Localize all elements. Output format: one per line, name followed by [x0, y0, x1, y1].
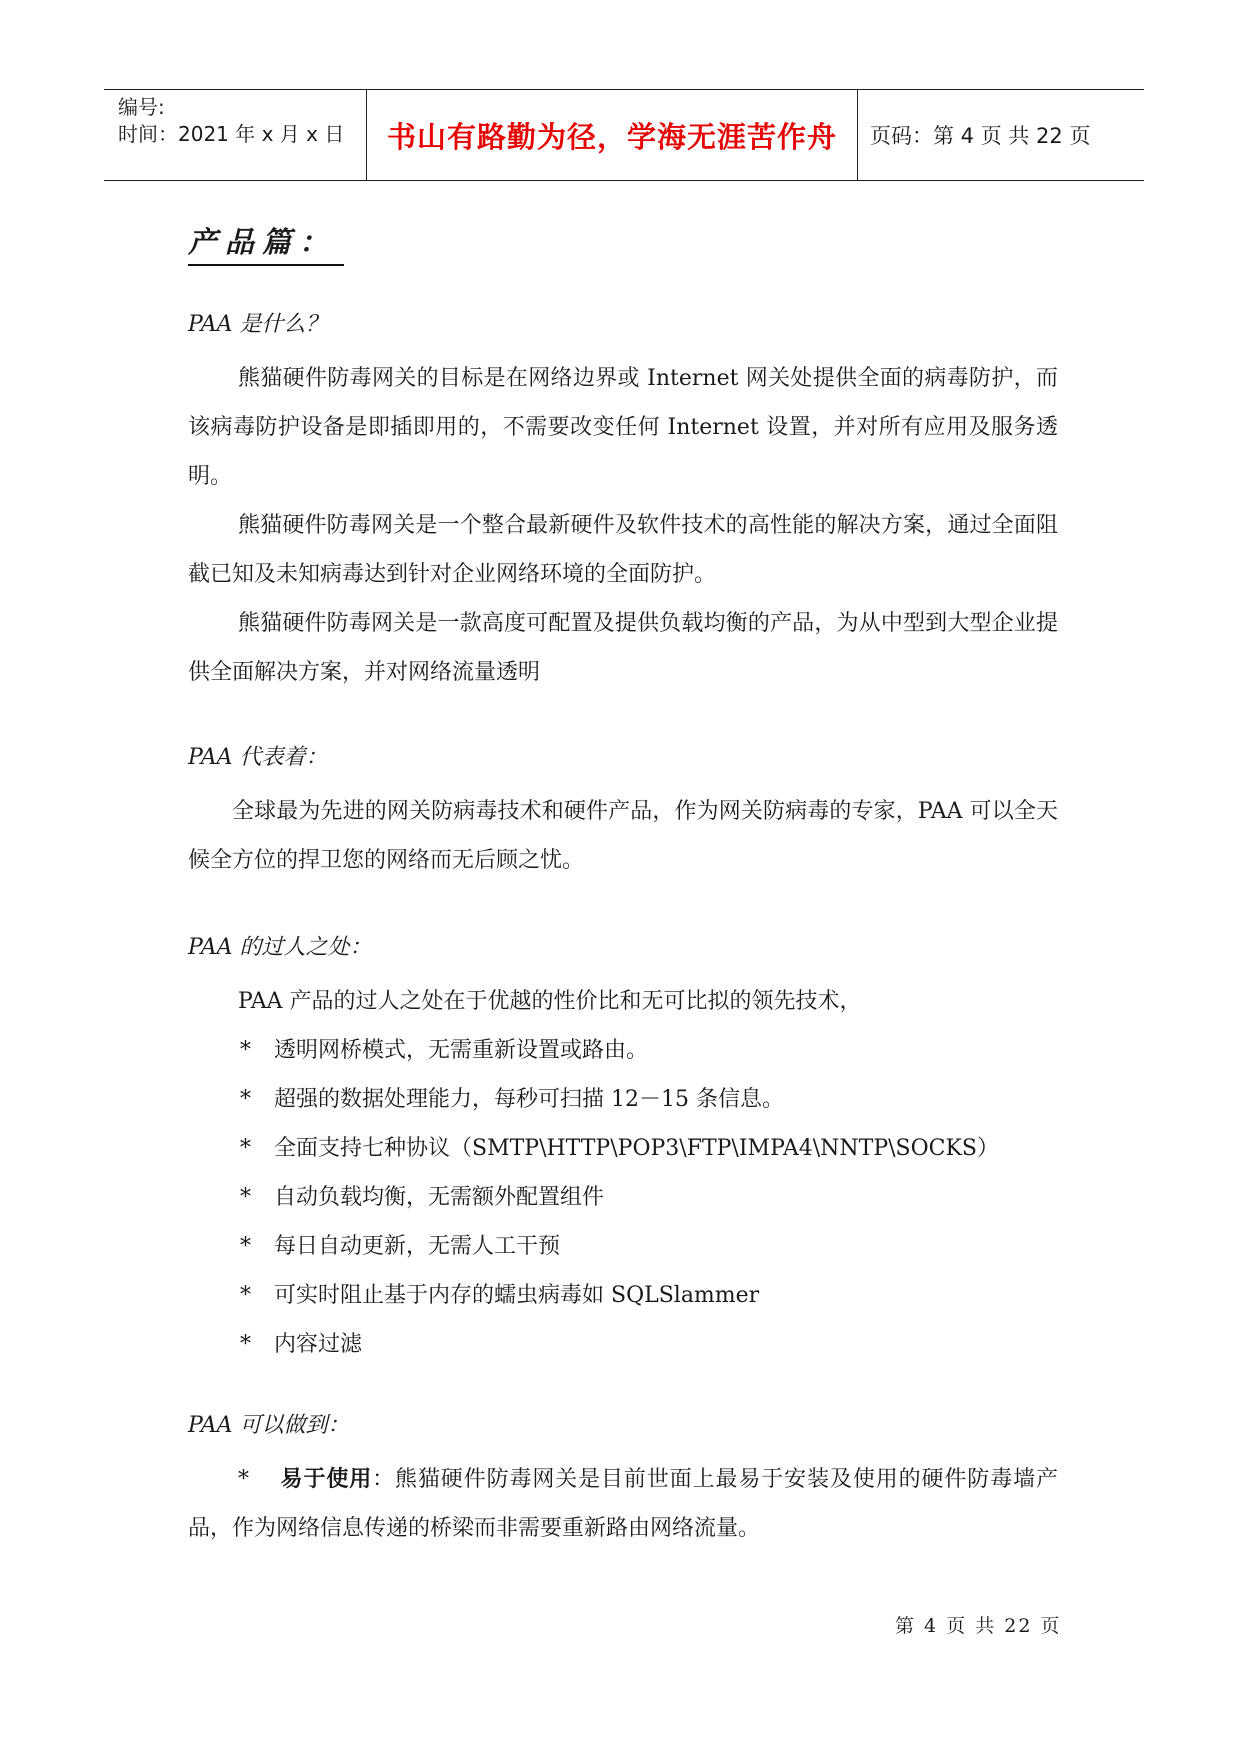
page-title: 产品篇： [188, 220, 344, 266]
document-body [188, 220, 1058, 1553]
section-heading: PAA 可以做到： [188, 1413, 350, 1438]
bullet-star-icon: * [238, 1467, 249, 1492]
list-item-text: 可实时阻止基于内存的蠕虫病毒如 SQLSlammer [274, 1283, 760, 1308]
bullet-star-icon: * [240, 1038, 251, 1063]
header-meta [104, 90, 367, 180]
feature-text: ：熊猫硬件防毒网关是目前世面上最易于安装及使用的硬件防毒墙产品，作为网络信息传递的桥梁而非需要重新路由网络流量。 [188, 1467, 1058, 1541]
list-item-text: 透明网桥模式，无需重新设置或路由。 [274, 1038, 649, 1063]
paragraph: 熊猫硬件防毒网关的目标是在网络边界或 Internet 网关处提供全面的病毒防护，而该病毒防护设备是即插即用的，不需要改变任何 Internet 设置，并对所有应用及服务透明。 [188, 366, 1058, 489]
paragraph [188, 1455, 1058, 1553]
list-item [188, 1222, 1058, 1271]
paragraph: 熊猫硬件防毒网关是一款高度可配置及提供负载均衡的产品，为从中型到大型企业提供全面解决方案，并对网络流量透明 [188, 611, 1058, 685]
section-heading: PAA 是什么？ [188, 312, 328, 337]
bullet-star-icon: * [240, 1136, 251, 1161]
paragraph: 全球最为先进的网关防病毒技术和硬件产品，作为网关防病毒的专家，PAA 可以全天候全方位的捍卫您的网络而无后顾之忧。 [188, 799, 1058, 873]
list-item [188, 1320, 1058, 1369]
bullet-star-icon: * [240, 1283, 251, 1308]
document-time-label: 时间：2021 年 x 月 x 日 [118, 122, 345, 146]
feature-lead: 易于使用 [280, 1467, 373, 1492]
section-heading: PAA 的过人之处： [188, 935, 372, 960]
list-item-text: 超强的数据处理能力，每秒可扫描 12－15 条信息。 [274, 1087, 784, 1112]
section-heading: PAA 代表着： [188, 745, 328, 770]
list-item-text: 全面支持七种协议（SMTP\HTTP\POP3\FTP\IMPA4\NNTP\SOCKS） [274, 1136, 999, 1161]
list-item-text: 自动负载均衡，无需额外配置组件 [274, 1185, 605, 1210]
bullet-star-icon: * [240, 1332, 251, 1357]
list-item-text: 每日自动更新，无需人工干预 [274, 1234, 561, 1259]
list-item [188, 1075, 1058, 1124]
bullet-star-icon: * [240, 1185, 251, 1210]
header-motto: 书山有路勤为径，学海无涯苦作舟 [367, 90, 858, 180]
list-item [188, 1271, 1058, 1320]
header-page-info: 页码：第 4 页 共 22 页 [870, 124, 1091, 148]
document-number-label: 编号: [118, 95, 165, 119]
list-item [188, 1026, 1058, 1075]
list-item [188, 1124, 1058, 1173]
bullet-star-icon: * [240, 1234, 251, 1259]
paragraph: 熊猫硬件防毒网关是一个整合最新硬件及软件技术的高性能的解决方案，通过全面阻截已知及未知病毒达到针对企业网络环境的全面防护。 [188, 513, 1058, 587]
page-footer: 第 4 页 共 22 页 [895, 1615, 1062, 1637]
bullet-star-icon: * [240, 1087, 251, 1112]
list-item-text: 内容过滤 [274, 1332, 363, 1357]
paragraph: PAA 产品的过人之处在于优越的性价比和无可比拟的领先技术， [238, 989, 862, 1014]
list-item [188, 1173, 1058, 1222]
page-header [104, 89, 1144, 181]
